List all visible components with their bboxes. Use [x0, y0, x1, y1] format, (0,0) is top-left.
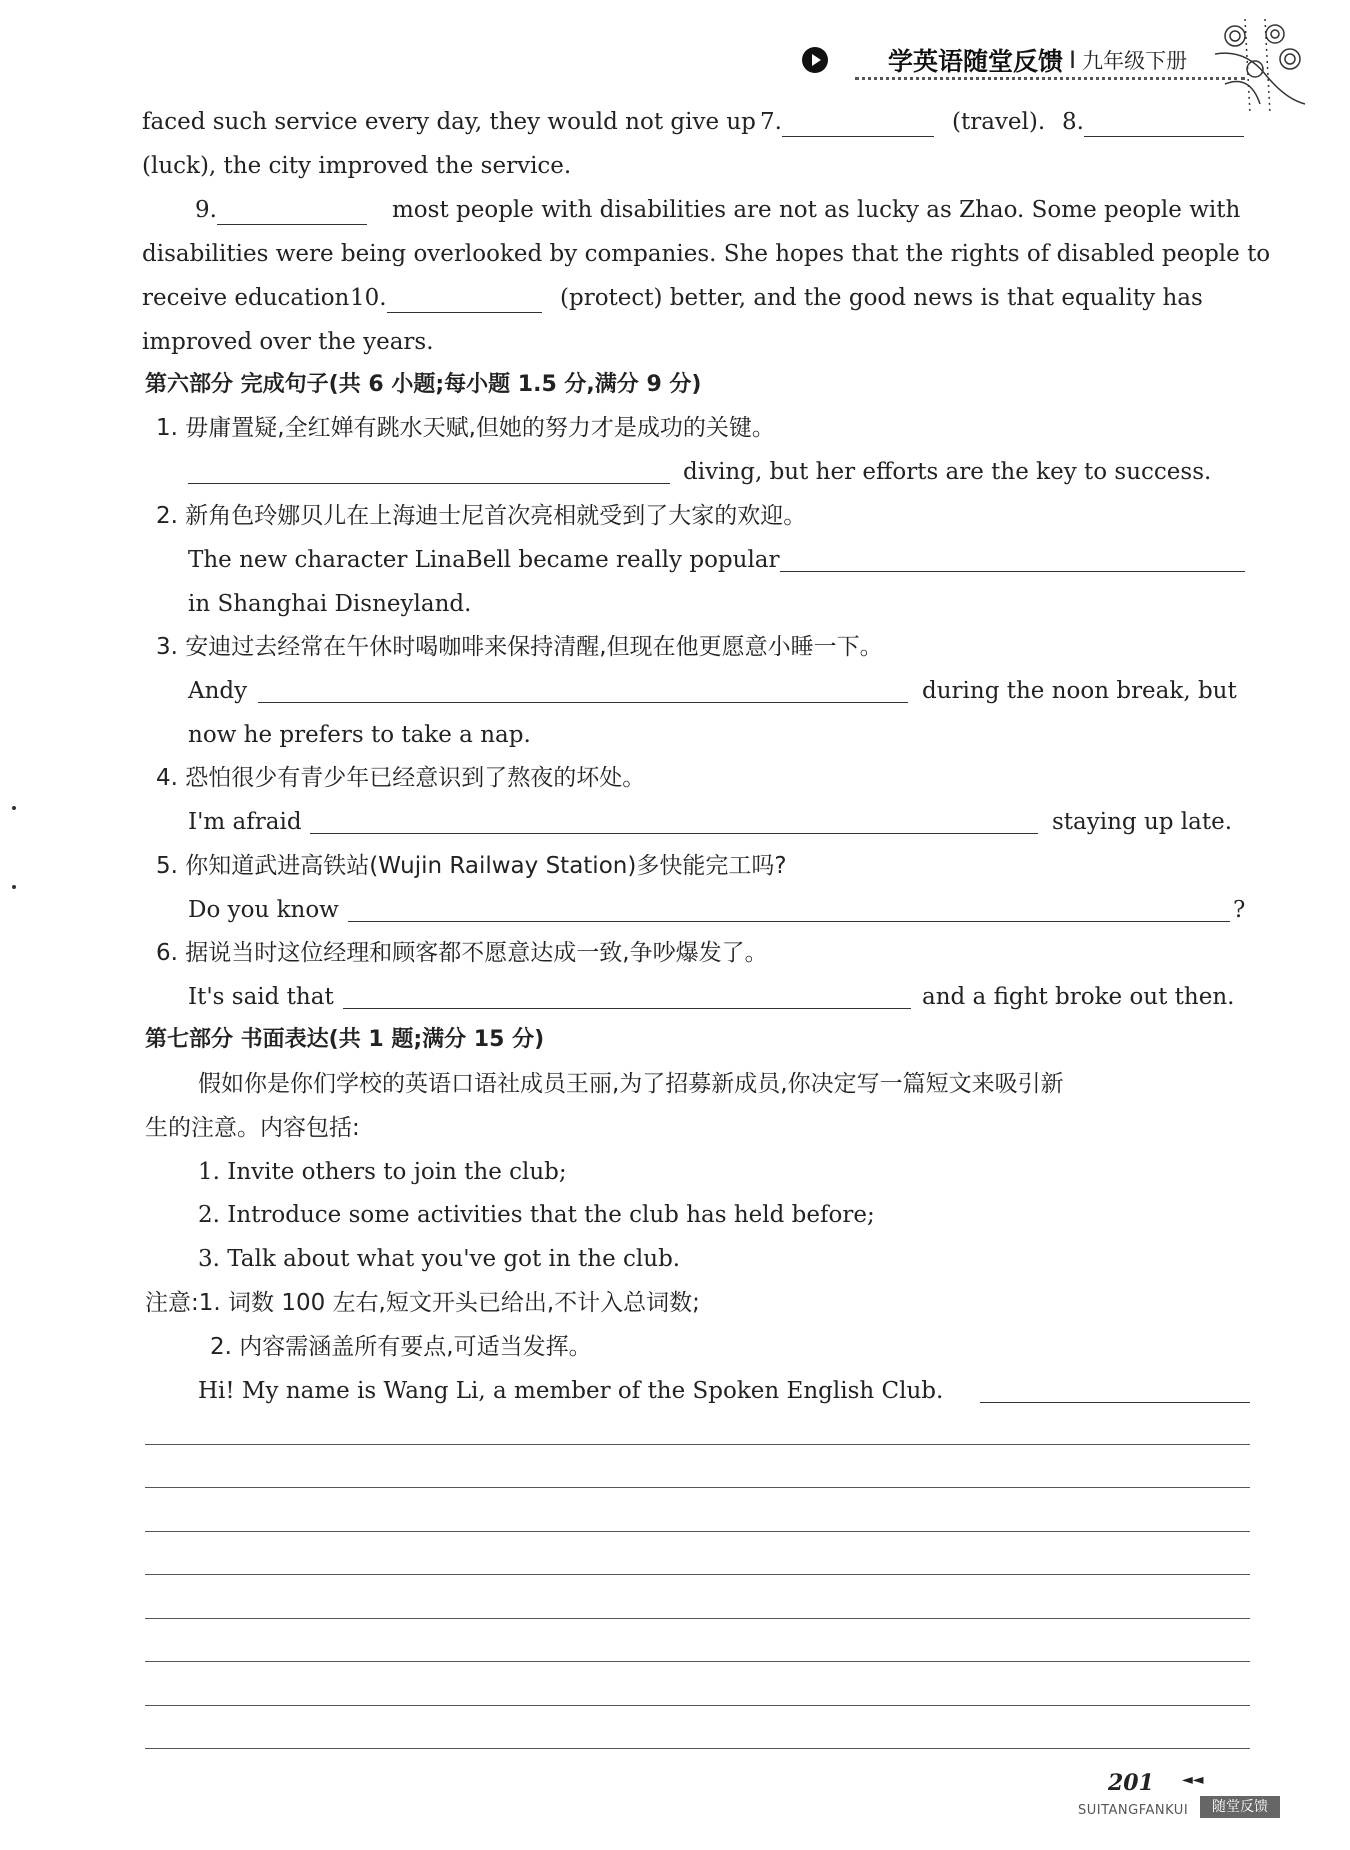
writing-line[interactable] — [145, 1705, 1250, 1706]
writing-line[interactable] — [145, 1444, 1250, 1445]
q2-answer-blank[interactable] — [780, 545, 1245, 572]
q1-answer-blank[interactable] — [188, 457, 670, 484]
blank-9[interactable]: 9. — [195, 195, 367, 225]
header-dotted-rule — [855, 77, 1245, 80]
writing-line[interactable] — [145, 1574, 1250, 1575]
footer-badge: 随堂反馈 — [1200, 1796, 1280, 1818]
writing-line[interactable] — [145, 1487, 1250, 1488]
page-header — [802, 42, 1187, 78]
blank-7[interactable]: 7. — [760, 107, 934, 137]
blank-8[interactable]: 8. — [1062, 107, 1244, 137]
q5-answer-blank[interactable] — [348, 895, 1230, 922]
header-separator: I — [1069, 46, 1077, 74]
double-arrow-icon: ◄◄ — [1182, 1772, 1204, 1788]
footer-brand-latin: SUITANGFANKUI — [1078, 1803, 1189, 1818]
blank-10[interactable]: 10. — [350, 283, 542, 313]
q4-answer-blank[interactable] — [310, 807, 1038, 834]
q3-answer-blank[interactable] — [258, 676, 908, 703]
writing-line[interactable] — [145, 1618, 1250, 1619]
play-icon — [802, 47, 828, 73]
essay-first-line-blank[interactable] — [980, 1376, 1250, 1403]
margin-mark — [12, 885, 16, 889]
worksheet-page: 学英语随堂反馈 I 九年级下册 faced such service every day, they would not give up 7. (travel). 8. (luck), the city improved the service. 9. most people with disabilities are not as lucky as Zhao. Some people with disabilities were being overlooked by companies. She hopes that the rights of disabled people to receive education 10. (protect) better, and the good news is that equality has improved over the years. 第六部分 完成句子(共 6 小题;每小题 1.5 分,满分 9 分) 1. 毋庸置疑,全红婵有跳水天赋,但她的努力才是成功的关键。 diving, but her efforts are the key to success. 2. 新角色玲娜贝儿在上海迪士尼首次亮相就受到了大家的欢迎。 The new character LinaBell became really popular in Shanghai Disneyland. 3. 安迪过去经常在午休时喝咖啡来保持清醒,但现在他更愿意小睡一下。 Andy during the noon break, but now he prefers to take a nap. 4. 恐怕很少有青少年已经意识到了熬夜的坏处。 I'm afraid staying up late. 5. 你知道武进高铁站(Wujin Railway Station)多快能完工吗? Do you know ? 6. 据说当时这位经理和顾客都不愿意达成一致,争吵爆发了。 It's said that and a fight broke out then. 第七部分 书面表达(共 1 题;满分 15 分) 假如你是你们学校的英语口语社成员王丽,为了招募新成员,你决定写一篇短文来吸引新 生的注意。内容包括: 1. Invite others to join the club; 2. Introduce some activities that the club has held before; 3. Talk about what you've got in the club. 注意:1. 词数 100 左右,短文开头已给出,不计入总词数; 2. 内容需涵盖所有要点,可适当发挥。 Hi! My name is Wang Li, a member of the Spoken English Club. 201 ◄◄ SUITANGFANKUI 随堂反馈 — [0, 0, 1350, 1850]
book-title: 学英语随堂反馈 — [888, 47, 1064, 76]
grade-label: 九年级下册 — [1082, 49, 1188, 73]
writing-line[interactable] — [145, 1661, 1250, 1662]
margin-mark — [12, 806, 16, 810]
page-number: 201 — [1108, 1770, 1154, 1796]
q6-answer-blank[interactable] — [343, 982, 911, 1009]
writing-line[interactable] — [145, 1748, 1250, 1749]
writing-line[interactable] — [145, 1531, 1250, 1532]
